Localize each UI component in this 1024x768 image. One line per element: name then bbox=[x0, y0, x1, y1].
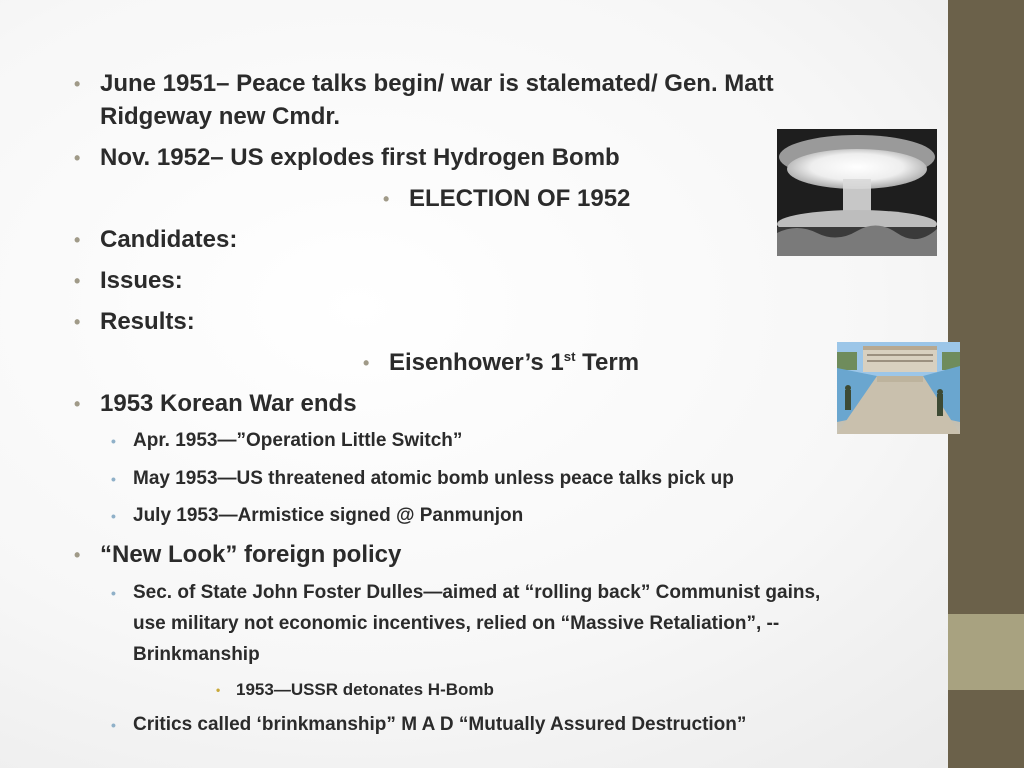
bullet-text: 1953 Korean War ends bbox=[100, 390, 357, 417]
ordinal-superscript: st bbox=[563, 349, 576, 364]
sub-bullet-dulles-continued-2 bbox=[133, 640, 260, 670]
bullet-marker: • bbox=[74, 312, 81, 332]
bullet-marker: • bbox=[111, 717, 116, 733]
bullet-results bbox=[74, 306, 195, 338]
bullet-marker: • bbox=[74, 271, 81, 291]
bullet-marker: • bbox=[74, 74, 81, 94]
bullet-marker: • bbox=[383, 189, 390, 209]
bullet-text: Eisenhower’s 1st Term bbox=[389, 349, 640, 376]
sub-sub-bullet-ussr-h-bomb bbox=[216, 677, 494, 703]
bullet-hydrogen-bomb bbox=[74, 142, 620, 174]
panmunjom-dmz-photo bbox=[837, 342, 960, 434]
bullet-peace-talks bbox=[74, 68, 774, 100]
bullet-peace-talks-continued bbox=[100, 101, 340, 133]
heading-election-1952 bbox=[383, 183, 631, 215]
bullet-marker: • bbox=[74, 230, 81, 250]
bullet-marker: • bbox=[111, 585, 116, 601]
slide-sidebar-accent bbox=[948, 614, 1024, 690]
bullet-text: May 1953—US threatened atomic bomb unless peace talks pick up bbox=[133, 468, 734, 489]
bullet-text: Ridgeway new Cmdr. bbox=[100, 103, 341, 130]
explosion-illustration bbox=[777, 129, 937, 256]
sub-bullet-atomic-threat bbox=[111, 464, 734, 494]
bullet-text: Candidates: bbox=[100, 226, 238, 253]
bullet-text: Apr. 1953—”Operation Little Switch” bbox=[133, 430, 463, 451]
bullet-marker: • bbox=[74, 545, 81, 565]
bullet-korean-war-ends bbox=[74, 388, 357, 420]
bullet-marker: • bbox=[111, 433, 116, 449]
sub-bullet-dulles-continued bbox=[133, 609, 779, 639]
bullet-marker: • bbox=[216, 683, 221, 697]
bullet-marker: • bbox=[74, 394, 81, 414]
bullet-text: 1953—USSR detonates H-Bomb bbox=[236, 680, 494, 699]
bullet-text: June 1951– Peace talks begin/ war is stalemated/ Gen. Matt bbox=[100, 70, 774, 97]
bullet-candidates bbox=[74, 224, 238, 256]
sub-bullet-mad bbox=[111, 710, 747, 740]
bullet-text: use military not economic incentives, relied on “Massive Retaliation”, -- bbox=[133, 613, 780, 634]
bullet-text: Brinkmanship bbox=[133, 644, 260, 665]
bullet-text: Critics called ‘brinkmanship” M A D “Mutually Assured Destruction” bbox=[133, 714, 747, 735]
bullet-issues bbox=[74, 265, 183, 297]
bullet-marker: • bbox=[74, 148, 81, 168]
bullet-text: Nov. 1952– US explodes first Hydrogen Bomb bbox=[100, 144, 620, 171]
sub-bullet-dulles bbox=[111, 578, 821, 608]
bullet-text: ELECTION OF 1952 bbox=[409, 185, 631, 212]
bullet-new-look-policy bbox=[74, 539, 402, 571]
bullet-marker: • bbox=[111, 508, 116, 524]
bullet-text: Results: bbox=[100, 308, 195, 335]
sub-bullet-operation-little-switch bbox=[111, 426, 463, 456]
sub-bullet-armistice bbox=[111, 501, 524, 531]
bullet-marker: • bbox=[111, 471, 116, 487]
dmz-illustration bbox=[837, 342, 960, 434]
bullet-marker: • bbox=[363, 353, 370, 373]
heading-eisenhower-first-term bbox=[363, 347, 640, 379]
bullet-text: Sec. of State John Foster Dulles—aimed at “rolling back” Communist gains, bbox=[133, 582, 821, 603]
bullet-text: “New Look” foreign policy bbox=[100, 541, 402, 568]
bullet-text: July 1953—Armistice signed @ Panmunjon bbox=[133, 505, 524, 526]
hydrogen-bomb-explosion-photo bbox=[777, 129, 937, 256]
bullet-text: Issues: bbox=[100, 267, 183, 294]
